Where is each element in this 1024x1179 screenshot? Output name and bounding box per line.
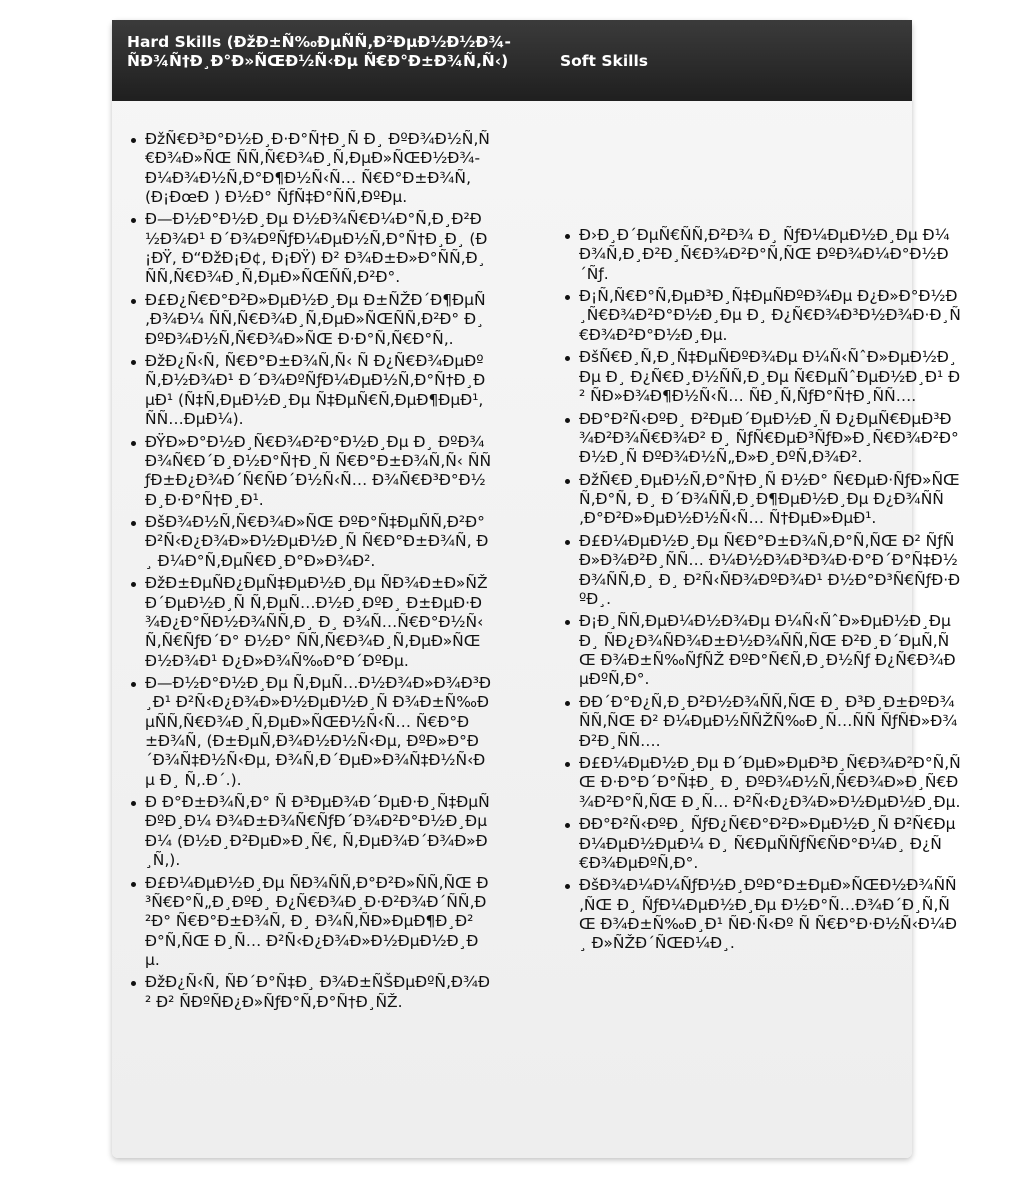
soft-skill-item: Ð›Ð¸Ð´ÐµÑ€ÑÑ‚Ð²Ð¾ Ð¸ ÑƒÐ¼ÐµÐ½Ð¸Ðµ Ð¼Ð¾Ñ‚Ð¸Ð²Ð¸Ñ€Ð¾Ð²Ð°Ñ‚ÑŒ ÐºÐ¾Ð¼Ð°Ð½Ð´Ñƒ. (561, 226, 961, 284)
soft-skill-item: ÐÐ´Ð°Ð¿Ñ‚Ð¸Ð²Ð½Ð¾ÑÑ‚ÑŒ Ð¸ Ð³Ð¸Ð±ÐºÐ¾ÑÑ‚ÑŒ Ð² Ð¼ÐµÐ½ÑÑŽÑ‰Ð¸Ñ…ÑÑ ÑƒÑÐ»Ð¾Ð²Ð¸ÑÑ…. (561, 693, 961, 751)
hard-skill-item: ÐžÐ±ÐµÑÐ¿ÐµÑ‡ÐµÐ½Ð¸Ðµ ÑÐ¾Ð±Ð»ÑŽÐ´ÐµÐ½Ð¸Ñ Ñ‚ÐµÑ…Ð½Ð¸ÐºÐ¸ Ð±ÐµÐ·Ð¾Ð¿Ð°ÑÐ½Ð¾ÑÑ‚Ð¸ Ð¸ Ð¾Ñ…Ñ€Ð°Ð½Ñ‹ Ñ‚Ñ€ÑƒÐ´Ð° Ð½Ð° ÑÑ‚Ñ€Ð¾Ð¸Ñ‚ÐµÐ»ÑŒÐ½Ð¾Ð¹ Ð¿Ð»Ð¾Ñ‰Ð°Ð´ÐºÐµ. (127, 574, 492, 670)
hard-skills-list (127, 130, 492, 1015)
soft-skills-heading: Soft Skills (560, 52, 648, 70)
hard-skill-item: Ð£Ð¿Ñ€Ð°Ð²Ð»ÐµÐ½Ð¸Ðµ Ð±ÑŽÐ´Ð¶ÐµÑ‚Ð¾Ð¼ ÑÑ‚Ñ€Ð¾Ð¸Ñ‚ÐµÐ»ÑŒÑÑ‚Ð²Ð° Ð¸ ÐºÐ¾Ð½Ñ‚Ñ€Ð¾Ð»ÑŒ Ð·Ð°Ñ‚Ñ€Ð°Ñ‚. (127, 291, 492, 349)
hard-skill-item: ÐžÐ¿Ñ‹Ñ‚ ÑÐ´Ð°Ñ‡Ð¸ Ð¾Ð±ÑŠÐµÐºÑ‚Ð¾Ð² Ð² ÑÐºÑÐ¿Ð»ÑƒÐ°Ñ‚Ð°Ñ†Ð¸ÑŽ. (127, 973, 492, 1012)
hard-skill-item: ÐšÐ¾Ð½Ñ‚Ñ€Ð¾Ð»ÑŒ ÐºÐ°Ñ‡ÐµÑÑ‚Ð²Ð° Ð²Ñ‹Ð¿Ð¾Ð»Ð½ÐµÐ½Ð¸Ñ Ñ€Ð°Ð±Ð¾Ñ‚ Ð¸ Ð¼Ð°Ñ‚ÐµÑ€Ð¸Ð°Ð»Ð¾Ð². (127, 513, 492, 571)
hard-skill-item: Ð—Ð½Ð°Ð½Ð¸Ðµ Ð½Ð¾Ñ€Ð¼Ð°Ñ‚Ð¸Ð²Ð½Ð¾Ð¹ Ð´Ð¾ÐºÑƒÐ¼ÐµÐ½Ñ‚Ð°Ñ†Ð¸Ð¸ (Ð¡ÐŸ, Ð“ÐžÐ¡Ð¢, Ð¡ÐŸ) Ð² Ð¾Ð±Ð»Ð°ÑÑ‚Ð¸ ÑÑ‚Ñ€Ð¾Ð¸Ñ‚ÐµÐ»ÑŒÑÑ‚Ð²Ð°. (127, 210, 492, 287)
hard-skill-item: ÐŸÐ»Ð°Ð½Ð¸Ñ€Ð¾Ð²Ð°Ð½Ð¸Ðµ Ð¸ ÐºÐ¾Ð¾Ñ€Ð´Ð¸Ð½Ð°Ñ†Ð¸Ñ Ñ€Ð°Ð±Ð¾Ñ‚Ñ‹ ÑÑƒÐ±Ð¿Ð¾Ð´Ñ€ÑÐ´Ð½Ñ‹Ñ… Ð¾Ñ€Ð³Ð°Ð½Ð¸Ð·Ð°Ñ†Ð¸Ð¹. (127, 433, 492, 510)
soft-skill-item: ÐÐ°Ð²Ñ‹ÐºÐ¸ ÑƒÐ¿Ñ€Ð°Ð²Ð»ÐµÐ½Ð¸Ñ Ð²Ñ€ÐµÐ¼ÐµÐ½ÐµÐ¼ Ð¸ Ñ€ÐµÑÑƒÑ€ÑÐ°Ð¼Ð¸ Ð¿Ñ€Ð¾ÐµÐºÑ‚Ð°. (561, 815, 961, 873)
soft-skill-item: Ð¡Ñ‚Ñ€Ð°Ñ‚ÐµÐ³Ð¸Ñ‡ÐµÑÐºÐ¾Ðµ Ð¿Ð»Ð°Ð½Ð¸Ñ€Ð¾Ð²Ð°Ð½Ð¸Ðµ Ð¸ Ð¿Ñ€Ð¾Ð³Ð½Ð¾Ð·Ð¸Ñ€Ð¾Ð²Ð°Ð½Ð¸Ðµ. (561, 287, 961, 345)
soft-skill-item: ÐÐ°Ð²Ñ‹ÐºÐ¸ Ð²ÐµÐ´ÐµÐ½Ð¸Ñ Ð¿ÐµÑ€ÐµÐ³Ð¾Ð²Ð¾Ñ€Ð¾Ð² Ð¸ ÑƒÑ€ÐµÐ³ÑƒÐ»Ð¸Ñ€Ð¾Ð²Ð°Ð½Ð¸Ñ ÐºÐ¾Ð½Ñ„Ð»Ð¸ÐºÑ‚Ð¾Ð². (561, 410, 961, 468)
soft-skill-item: Ð£Ð¼ÐµÐ½Ð¸Ðµ Ð´ÐµÐ»ÐµÐ³Ð¸Ñ€Ð¾Ð²Ð°Ñ‚ÑŒ Ð·Ð°Ð´Ð°Ñ‡Ð¸ Ð¸ ÐºÐ¾Ð½Ñ‚Ñ€Ð¾Ð»Ð¸Ñ€Ð¾Ð²Ð°Ñ‚ÑŒ Ð¸Ñ… Ð²Ñ‹Ð¿Ð¾Ð»Ð½ÐµÐ½Ð¸Ðµ. (561, 754, 961, 812)
hard-skill-item: ÐžÑ€Ð³Ð°Ð½Ð¸Ð·Ð°Ñ†Ð¸Ñ Ð¸ ÐºÐ¾Ð½Ñ‚Ñ€Ð¾Ð»ÑŒ ÑÑ‚Ñ€Ð¾Ð¸Ñ‚ÐµÐ»ÑŒÐ½Ð¾-Ð¼Ð¾Ð½Ñ‚Ð°Ð¶Ð½Ñ‹Ñ… Ñ€Ð°Ð±Ð¾Ñ‚ (Ð¡ÐœÐ ) Ð½Ð° ÑƒÑ‡Ð°ÑÑ‚ÐºÐµ. (127, 130, 492, 207)
soft-skill-item: Ð£Ð¼ÐµÐ½Ð¸Ðµ Ñ€Ð°Ð±Ð¾Ñ‚Ð°Ñ‚ÑŒ Ð² ÑƒÑÐ»Ð¾Ð²Ð¸ÑÑ… Ð¼Ð½Ð¾Ð³Ð¾Ð·Ð°Ð´Ð°Ñ‡Ð½Ð¾ÑÑ‚Ð¸ Ð¸ Ð²Ñ‹ÑÐ¾ÐºÐ¾Ð¹ Ð½Ð°Ð³Ñ€ÑƒÐ·ÐºÐ¸. (561, 532, 961, 609)
soft-skill-item: Ð¡Ð¸ÑÑ‚ÐµÐ¼Ð½Ð¾Ðµ Ð¼Ñ‹ÑˆÐ»ÐµÐ½Ð¸Ðµ Ð¸ ÑÐ¿Ð¾ÑÐ¾Ð±Ð½Ð¾ÑÑ‚ÑŒ Ð²Ð¸Ð´ÐµÑ‚ÑŒ Ð¾Ð±Ñ‰ÑƒÑŽ ÐºÐ°Ñ€Ñ‚Ð¸Ð½Ñƒ Ð¿Ñ€Ð¾ÐµÐºÑ‚Ð°. (561, 612, 961, 689)
hard-skill-item: ÐžÐ¿Ñ‹Ñ‚ Ñ€Ð°Ð±Ð¾Ñ‚Ñ‹ Ñ Ð¿Ñ€Ð¾ÐµÐºÑ‚Ð½Ð¾Ð¹ Ð´Ð¾ÐºÑƒÐ¼ÐµÐ½Ñ‚Ð°Ñ†Ð¸ÐµÐ¹ (Ñ‡Ñ‚ÐµÐ½Ð¸Ðµ Ñ‡ÐµÑ€Ñ‚ÐµÐ¶ÐµÐ¹, ÑÑ…ÐµÐ¼). (127, 352, 492, 429)
skills-card (112, 20, 961, 1158)
soft-skills-list (561, 226, 961, 957)
soft-skill-item: ÐšÐ¾Ð¼Ð¼ÑƒÐ½Ð¸ÐºÐ°Ð±ÐµÐ»ÑŒÐ½Ð¾ÑÑ‚ÑŒ Ð¸ ÑƒÐ¼ÐµÐ½Ð¸Ðµ Ð½Ð°Ñ…Ð¾Ð´Ð¸Ñ‚ÑŒ Ð¾Ð±Ñ‰Ð¸Ð¹ ÑÐ·Ñ‹Ðº Ñ Ñ€Ð°Ð·Ð½Ñ‹Ð¼Ð¸ Ð»ÑŽÐ´ÑŒÐ¼Ð¸. (561, 876, 961, 953)
hard-skill-item: Ð—Ð½Ð°Ð½Ð¸Ðµ Ñ‚ÐµÑ…Ð½Ð¾Ð»Ð¾Ð³Ð¸Ð¹ Ð²Ñ‹Ð¿Ð¾Ð»Ð½ÐµÐ½Ð¸Ñ Ð¾Ð±Ñ‰ÐµÑÑ‚Ñ€Ð¾Ð¸Ñ‚ÐµÐ»ÑŒÐ½Ñ‹Ñ… Ñ€Ð°Ð±Ð¾Ñ‚ (Ð±ÐµÑ‚Ð¾Ð½Ð½Ñ‹Ðµ, ÐºÐ»Ð°Ð´Ð¾Ñ‡Ð½Ñ‹Ðµ, Ð¾Ñ‚Ð´ÐµÐ»Ð¾Ñ‡Ð½Ñ‹Ðµ Ð¸ Ñ‚.Ð´.). (127, 674, 492, 790)
soft-skill-item: ÐšÑ€Ð¸Ñ‚Ð¸Ñ‡ÐµÑÐºÐ¾Ðµ Ð¼Ñ‹ÑˆÐ»ÐµÐ½Ð¸Ðµ Ð¸ Ð¿Ñ€Ð¸Ð½ÑÑ‚Ð¸Ðµ Ñ€ÐµÑˆÐµÐ½Ð¸Ð¹ Ð² ÑÐ»Ð¾Ð¶Ð½Ñ‹Ñ… ÑÐ¸Ñ‚ÑƒÐ°Ñ†Ð¸ÑÑ…. (561, 348, 961, 406)
hard-skill-item: Ð Ð°Ð±Ð¾Ñ‚Ð° Ñ Ð³ÐµÐ¾Ð´ÐµÐ·Ð¸Ñ‡ÐµÑÐºÐ¸Ð¼ Ð¾Ð±Ð¾Ñ€ÑƒÐ´Ð¾Ð²Ð°Ð½Ð¸ÐµÐ¼ (Ð½Ð¸Ð²ÐµÐ»Ð¸Ñ€, Ñ‚ÐµÐ¾Ð´Ð¾Ð»Ð¸Ñ‚). (127, 793, 492, 870)
soft-skill-item: ÐžÑ€Ð¸ÐµÐ½Ñ‚Ð°Ñ†Ð¸Ñ Ð½Ð° Ñ€ÐµÐ·ÑƒÐ»ÑŒÑ‚Ð°Ñ‚ Ð¸ Ð´Ð¾ÑÑ‚Ð¸Ð¶ÐµÐ½Ð¸Ðµ Ð¿Ð¾ÑÑ‚Ð°Ð²Ð»ÐµÐ½Ð½Ñ‹Ñ… Ñ†ÐµÐ»ÐµÐ¹. (561, 471, 961, 529)
table-header (112, 20, 912, 101)
hard-skills-heading: Hard Skills (ÐžÐ±Ñ‰ÐµÑÑ‚Ð²ÐµÐ½Ð½Ð¾-ÑÐ¾Ñ†Ð¸Ð°Ð»ÑŒÐ½Ñ‹Ðµ Ñ€Ð°Ð±Ð¾Ñ‚Ñ‹) (127, 33, 511, 70)
hard-skill-item: Ð£Ð¼ÐµÐ½Ð¸Ðµ ÑÐ¾ÑÑ‚Ð°Ð²Ð»ÑÑ‚ÑŒ Ð³Ñ€Ð°Ñ„Ð¸ÐºÐ¸ Ð¿Ñ€Ð¾Ð¸Ð·Ð²Ð¾Ð´ÑÑ‚Ð²Ð° Ñ€Ð°Ð±Ð¾Ñ‚ Ð¸ Ð¾Ñ‚ÑÐ»ÐµÐ¶Ð¸Ð²Ð°Ñ‚ÑŒ Ð¸Ñ… Ð²Ñ‹Ð¿Ð¾Ð»Ð½ÐµÐ½Ð¸Ðµ. (127, 874, 492, 970)
